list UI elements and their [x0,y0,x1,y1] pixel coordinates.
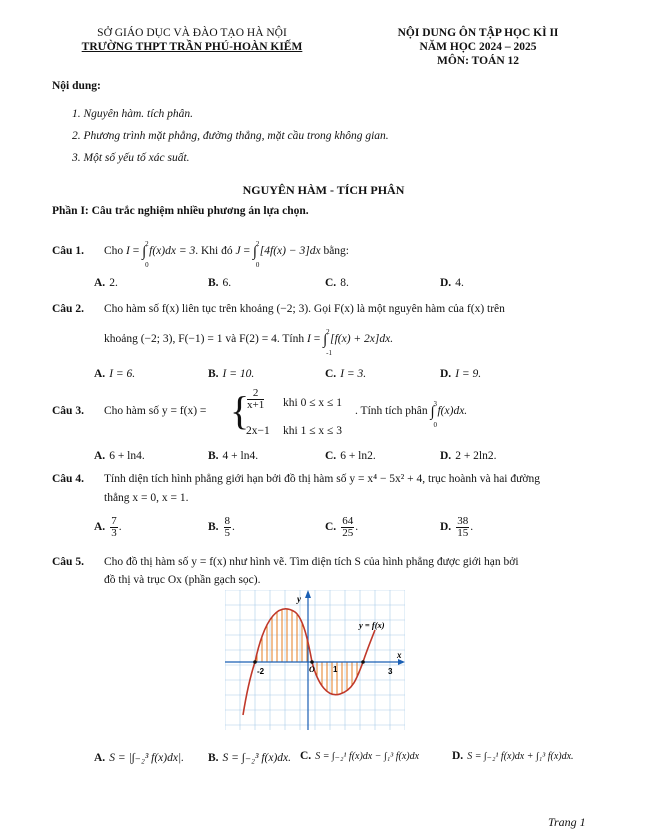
q3-case1-cond: khi 0 ≤ x ≤ 1 [283,397,342,409]
contents-item-2: 2. Phương trình mặt phẳng, đường thẳng, mặt cầu trong không gian. [72,130,389,142]
contents-label: Nội dung: [52,80,101,92]
q1-text-c: bằng: [323,245,350,257]
integral-sign: ∫ 3 0 [430,400,437,429]
q1-text: Cho I = ∫ 2 0 f(x)dx = 3. Khi đó J = ∫ 2 0 [4f(x) − 3]dx bằng: [104,240,350,269]
integral-sign: ∫ 2 0 [252,240,260,269]
tick-neg2: -2 [257,667,265,676]
q2-integral: [f(x) + 2x]dx. [330,333,394,345]
y-axis-arrow [305,590,311,598]
q5-line2: đồ thị và trục Ox (phần gạch sọc). [104,574,261,586]
q3-text-a: Cho hàm số y = f(x) = [104,405,207,417]
hatched-region-lower [312,662,363,695]
q3-integral: f(x)dx. [437,405,468,417]
q3-case1-expr: $\frac{2}{x+1}$ [247,387,265,411]
subject: MÔN: TOÁN 12 [437,55,519,67]
q2-option-c[interactable]: C. I = 3. [325,368,367,380]
root-point [310,660,314,664]
q2-line2: khoảng (−2; 3), F(−1) = 1 và F(2) = 4. Tính I = ∫ 2 -1 [f(x) + 2x]dx. [104,328,394,357]
header-right [348,26,608,68]
q2-line2-text: khoảng (−2; 3), F(−1) = 1 và F(2) = 4. Tính [104,333,305,345]
header-left [52,26,332,54]
q3-label: Câu 3. [52,405,84,417]
q3-option-a[interactable]: A. 6 + ln4. [94,450,145,462]
section-title: NGUYÊN HÀM - TÍCH PHÂN [242,183,405,197]
q1-option-a[interactable]: A. 2. [94,277,118,289]
q3-case2-cond: khi 1 ≤ x ≤ 3 [283,425,342,437]
q2-label: Câu 2. [52,303,84,315]
q2-option-d[interactable]: D. I = 9. [440,368,482,380]
hatched-region-upper [255,609,312,662]
tick-1: 1 [333,665,338,674]
root-point [253,660,257,664]
q3-case2-expr: 2x−1 [246,425,270,437]
q4-option-d[interactable]: D. $\frac{38}{15}$ . [440,515,474,539]
q4-line2: thẳng x = 0, x = 1. [104,492,189,504]
q4-option-b[interactable]: B. $\frac{8}{5}$ . [208,515,235,539]
department-name: SỞ GIÁO DỤC VÀ ĐÀO TẠO HÀ NỘI [97,27,287,39]
school-year: NĂM HỌC 2024 – 2025 [419,41,537,53]
q4-option-c[interactable]: C. $\frac{64}{25}$ . [325,515,359,539]
page-number: Trang 1 [548,815,586,829]
school-name: TRƯỜNG THPT TRẦN PHÚ-HOÀN KIẾM [81,41,303,53]
curve-label: y = f(x) [359,620,385,630]
part-title: Phần I: Câu trắc nghiệm nhiều phương án lựa chọn. [52,205,309,217]
q1-J-expr: [4f(x) − 3]dx [259,245,321,257]
q2-option-a[interactable]: A. I = 6. [94,368,136,380]
q3-text-b-wrap [355,400,468,429]
q1-option-d[interactable]: D. 4. [440,277,464,289]
integral-sign: ∫ 2 -1 [323,328,332,357]
q5-option-c[interactable]: C. S = ∫₋₂¹ f(x)dx − ∫₁³ f(x)dx [300,750,420,762]
tick-3: 3 [388,667,393,676]
q4-line1: Tính diện tích hình phẳng giới hạn bởi đồ thị hàm số y = x⁴ − 5x² + 4, trục hoành và hai đường [104,473,540,485]
q1-option-c[interactable]: C. 8. [325,277,349,289]
q5-option-a[interactable]: A. S = |∫₋₂³ f(x)dx|. [94,752,184,764]
q3-option-c[interactable]: C. 6 + ln2. [325,450,376,462]
root-point [361,660,365,664]
function-graph [225,590,405,730]
x-axis-label: x [397,650,402,660]
q4-label: Câu 4. [52,473,84,485]
q4-option-a[interactable]: A. $\frac{7}{3}$ . [94,515,122,539]
q3-option-d[interactable]: D. 2 + 2ln2. [440,450,497,462]
q3-text-b: . Tính tích phân [355,405,428,417]
q5-option-b[interactable]: B. S = ∫₋₂³ f(x)dx. [208,752,292,764]
q5-line1: Cho đồ thị hàm số y = f(x) như hình vẽ. Tìm diện tích S của hình phẳng được giới hạn bởi [104,556,519,568]
q1-I-expr: f(x)dx = 3 [149,245,196,257]
brace: { [230,388,250,433]
q1-text-a: Cho [104,245,124,257]
contents-item-1: 1. Nguyên hàm. tích phân. [72,108,194,120]
q2-line1: Cho hàm số f(x) liên tục trên khoảng (−2; 3). Gọi F(x) là một nguyên hàm của f(x) trên [104,303,505,315]
q3-option-b[interactable]: B. 4 + ln4. [208,450,259,462]
q1-label: Câu 1. [52,245,84,257]
q5-label: Câu 5. [52,556,84,568]
contents-item-3: 3. Một số yếu tố xác suất. [72,152,190,164]
q1-text-b: . Khi đó [195,245,233,257]
integral-sign: ∫ 2 0 [142,240,149,269]
y-axis-label: y [297,594,301,604]
grid [225,590,405,730]
q2-option-b[interactable]: B. I = 10. [208,368,255,380]
tick-origin: O [309,665,315,674]
doc-title: NỘI DUNG ÔN TẬP HỌC KÌ II [397,27,559,39]
q5-option-d[interactable]: D. S = ∫₋₂¹ f(x)dx + ∫₁³ f(x)dx. [452,750,574,762]
q1-option-b[interactable]: B. 6. [208,277,232,289]
